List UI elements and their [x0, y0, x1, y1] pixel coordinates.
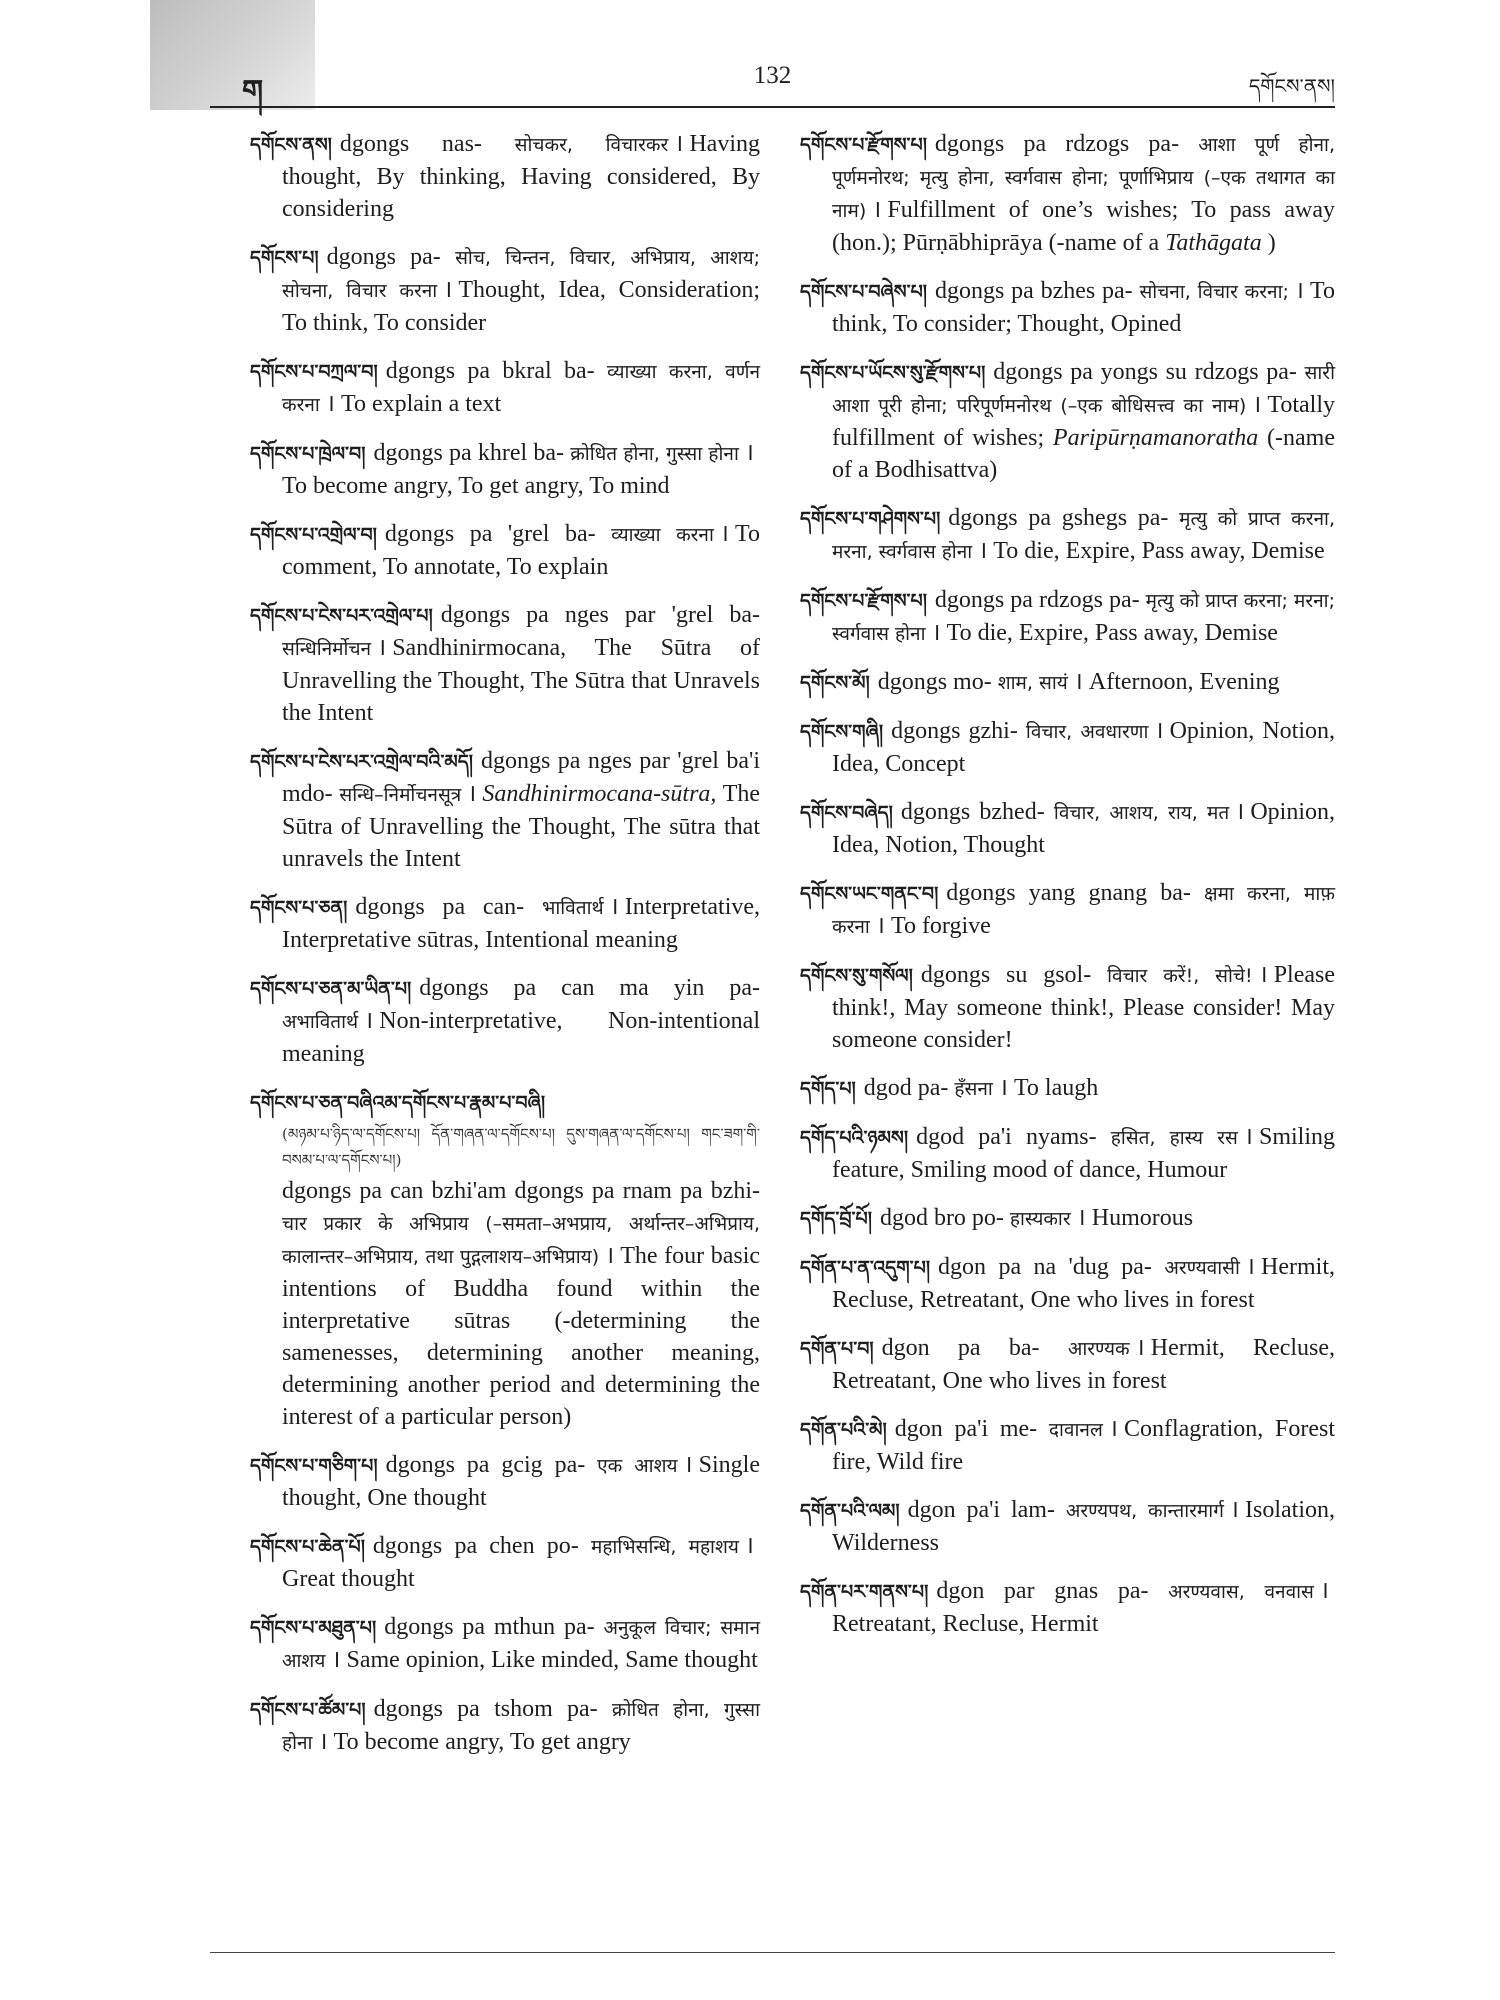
gloss-separator: ।: [998, 1075, 1008, 1101]
hindi-gloss: व्याख्या करना: [611, 524, 714, 546]
tibetan-headword: དགོད་པ།: [800, 1078, 856, 1100]
transliteration: dgongs pa bzhes pa-: [935, 278, 1133, 304]
english-gloss: Fulfillment of one’s wishes; To pass away (hon.); Pūrṇābhiprāya (-name of a: [832, 197, 1335, 256]
transliteration: dgongs pa gcig pa-: [385, 1452, 586, 1478]
gloss-separator: ।: [1294, 278, 1305, 304]
transliteration: dgongs pa can ma yin pa-: [419, 975, 760, 1001]
dictionary-entry: [250, 518, 760, 583]
hindi-gloss: अभावितार्थ: [282, 1011, 359, 1033]
hindi-gloss: हास्यकार: [1009, 1208, 1071, 1230]
english-gloss: To become angry, To get angry, To mind: [282, 473, 670, 499]
english-gloss: To die, Expire, Pass away, Demise: [946, 620, 1278, 646]
transliteration: dgongs gzhi-: [891, 718, 1018, 744]
english-gloss: To forgive: [890, 913, 991, 939]
tibetan-headword: དགོད་པའི་ཉམས།: [800, 1127, 909, 1149]
gloss-separator: ।: [1108, 1416, 1118, 1442]
transliteration: dgongs pa rdzogs pa-: [934, 131, 1180, 157]
hindi-gloss: सोचना, विचार करना;: [1139, 281, 1289, 303]
hindi-gloss: क्रोधित होना, गुस्सा होना: [570, 443, 739, 465]
page-header: [210, 52, 1335, 108]
hindi-gloss: महाभिसन्धि, महाशय: [590, 1536, 739, 1558]
dictionary-entry: [800, 584, 1335, 650]
gloss-separator: ।: [1252, 392, 1262, 418]
dictionary-entry: [800, 877, 1335, 943]
transliteration: dgongs pa bkral ba-: [385, 358, 595, 384]
gloss-separator: ।: [1076, 1205, 1086, 1231]
transliteration: dgongs pa mthun pa-: [384, 1614, 595, 1640]
tibetan-headword: དགོན་པ་བ།: [800, 1338, 874, 1360]
tibetan-headword: དགོངས་སུ་གསོལ།: [800, 965, 913, 987]
transliteration: dgongs bzhed-: [900, 799, 1045, 825]
gloss-separator: ।: [1154, 718, 1164, 744]
english-gloss: Hermit, Recluse, Retreatant, One who lives in forest: [832, 1254, 1336, 1313]
tibetan-headword: དགོངས་པ་བཀྲལ་བ།: [250, 361, 378, 383]
hindi-gloss: भावितार्थ: [541, 897, 604, 919]
transliteration: dgongs pa-: [326, 244, 441, 270]
dictionary-entry: [250, 241, 760, 339]
dictionary-entry: [800, 275, 1335, 340]
transliteration: dgod pa'i nyams-: [916, 1124, 1097, 1150]
tibetan-headword: དགོད་བྲོ་པོ།: [800, 1208, 872, 1230]
hindi-gloss: आरण्यक: [1067, 1338, 1130, 1360]
transliteration: dgongs pa tshom pa-: [373, 1696, 598, 1722]
english-gloss: Isolation, Wilderness: [832, 1497, 1336, 1556]
gloss-separator: ।: [872, 197, 882, 223]
dictionary-entry: [250, 1611, 760, 1677]
gloss-separator: ।: [1319, 1578, 1330, 1604]
english-gloss: Sandhinirmocana, The Sūtra of Unravelling the Thought, The Sūtra that Unravels the Intent: [282, 635, 760, 726]
footer-rule: [210, 1952, 1335, 1953]
english-gloss: Retreatant, Recluse, Hermit: [832, 1611, 1099, 1637]
gloss-separator: ।: [1243, 1124, 1253, 1150]
english-gloss: Afternoon, Evening: [1088, 669, 1280, 695]
gloss-separator: ।: [978, 538, 988, 564]
transliteration: dgongs pa 'grel ba-: [384, 521, 596, 547]
dictionary-entry: [250, 599, 760, 729]
transliteration: dgon pa na 'dug pa-: [938, 1254, 1152, 1280]
tibetan-headword: དགོངས་པ་ཡོངས་སུ་རྫོགས་པ།: [800, 362, 986, 384]
gloss-separator: ।: [605, 1243, 615, 1269]
hindi-gloss: विचार, आशय, राय, मत: [1053, 802, 1230, 824]
dictionary-entry: [800, 666, 1335, 699]
english-gloss: The Sūtra of Unravelling the Thought, The sūtra that unravels the Intent: [282, 781, 760, 872]
tibetan-headword: དགོངས་པ་རྫོགས་པ།: [800, 134, 927, 156]
dictionary-entry: [800, 1072, 1335, 1105]
transliteration: dgongs pa nges par 'grel ba'i mdo-: [282, 748, 760, 807]
transliteration: dgod bro po-: [879, 1205, 1004, 1231]
gloss-separator: ।: [325, 391, 335, 417]
transliteration: dgongs su gsol-: [920, 962, 1092, 988]
english-gloss-tail: (-name of a Bodhisattva): [832, 425, 1336, 483]
dictionary-entry: [800, 715, 1335, 780]
transliteration: dgongs pa yongs su rdzogs pa-: [993, 359, 1297, 385]
transliteration: dgongs pa can-: [355, 894, 525, 920]
gloss-separator: ।: [318, 1729, 328, 1755]
gloss-separator: ।: [1135, 1335, 1145, 1361]
english-gloss: Conflagration, Forest fire, Wild fire: [832, 1416, 1335, 1475]
dictionary-entry: [250, 745, 760, 875]
english-gloss: Opinion, Idea, Notion, Thought: [832, 799, 1336, 858]
english-gloss-italic: Sandhinirmocana-sūtra,: [482, 781, 717, 807]
english-gloss: Great thought: [282, 1566, 415, 1592]
transliteration: dgongs pa khrel ba-: [373, 440, 564, 466]
hindi-gloss: हसित, हास्य रस: [1110, 1127, 1238, 1149]
transliteration: dgon pa ba-: [881, 1335, 1040, 1361]
gloss-separator: ।: [875, 913, 885, 939]
hindi-gloss: क्षमा करना, माफ़ करना: [832, 883, 1335, 938]
tibetan-headword: དགོངས་པ་ཆེན་པོ།: [250, 1536, 365, 1558]
dictionary-entry: [800, 1494, 1335, 1559]
hindi-gloss: मृत्यु को प्राप्त करना; मरना; स्वर्गवास होना: [832, 590, 1335, 645]
english-gloss: Hermit, Recluse, Retreatant, One who lives in forest: [832, 1335, 1336, 1394]
gloss-separator: ।: [1258, 962, 1268, 988]
english-gloss-italic: Paripūrṇamanoratha: [1052, 425, 1259, 451]
transliteration: dgongs pa gshegs pa-: [948, 505, 1169, 531]
english-gloss: Thought, Idea, Consideration; To think, To consider: [282, 277, 760, 336]
transliteration: dgongs yang gnang ba-: [946, 880, 1191, 906]
tibetan-headword: དགོན་པའི་མེ།: [800, 1419, 887, 1441]
tibetan-headword: དགོངས་པ་ཅན་མ་ཡིན་པ།: [250, 978, 412, 1000]
dictionary-entry: [250, 437, 760, 502]
tibetan-headword: དགོངས་པ་ངེས་པར་འགྲེལ་བའི་མདོ།: [250, 751, 473, 773]
gloss-separator: ।: [467, 781, 477, 807]
transliteration: dgongs nas-: [339, 131, 482, 157]
dictionary-entry: [250, 891, 760, 956]
dictionary-entry: [250, 1449, 760, 1514]
tibetan-headword: དགོངས་གཞི།: [800, 721, 884, 743]
dictionary-entry: [800, 1121, 1335, 1186]
gloss-separator: ।: [719, 521, 730, 547]
english-gloss: Interpretative, Interpretative sūtras, Intentional meaning: [282, 894, 761, 953]
english-gloss: Having thought, By thinking, Having considered, By considering: [282, 131, 760, 222]
tibetan-gloss: (མཉམ་པ་ཉིད་ལ་དགོངས་པ། དོན་གཞན་ལ་དགོངས་པ། དུས་གཞན་ལ་དགོངས་པ། གང་ཟག་གི་བསམ་པ་ལ་དགོངས་པ།): [282, 1125, 760, 1169]
english-gloss: To explain a text: [340, 391, 502, 417]
dictionary-entry: [800, 959, 1335, 1056]
english-gloss: Smiling feature, Smiling mood of dance, Humour: [832, 1124, 1336, 1183]
hindi-gloss: आशा पूर्ण होना, पूर्णमनोरथ; मृत्यु होना, स्वर्गवास होना; पूर्णाभिप्राय (–एक तथागत का नाम): [832, 134, 1336, 222]
dictionary-entry: [250, 1530, 760, 1595]
transliteration: dgon pa'i me-: [894, 1416, 1038, 1442]
gloss-separator: ।: [744, 1533, 754, 1559]
hindi-gloss: अनुकूल विचार; समान आशय: [282, 1617, 760, 1672]
dictionary-entry: [250, 1086, 760, 1433]
gloss-separator: ।: [683, 1452, 693, 1478]
gloss-separator: ।: [331, 1647, 341, 1673]
tibetan-headword: དགོངས་པ་ཚོམ་པ།: [250, 1699, 366, 1721]
right-column: [800, 128, 1335, 1656]
hindi-gloss: अरण्यवासी: [1164, 1257, 1240, 1279]
dictionary-entry: [250, 128, 760, 225]
hindi-gloss: विचार, अवधारणा: [1025, 721, 1149, 743]
gloss-separator: ।: [744, 440, 754, 466]
guide-word: དགོངས་ནས།: [1248, 74, 1335, 98]
english-gloss: The four basic intentions of Buddha found within the interpretative sūtras (-determining the samenesses, determining another meaning, determining another period and determining the interest of a particular person): [282, 1243, 761, 1430]
left-column: [250, 128, 760, 1775]
transliteration: dgongs pa chen po-: [372, 1533, 579, 1559]
tibetan-headword: དགོངས་པ་ངེས་པར་འགྲེལ་པ།: [250, 605, 433, 627]
tibetan-headword: དགོངས་པ་ཁྲེལ་བ།: [250, 443, 366, 465]
dictionary-entry: [800, 1413, 1335, 1478]
hindi-gloss: शाम, सायं: [997, 672, 1068, 694]
tibetan-headword: དགོན་པའི་ལམ།: [800, 1500, 900, 1522]
hindi-gloss: सोचकर, विचारकर: [514, 134, 669, 156]
gloss-separator: ।: [1245, 1254, 1256, 1280]
tibetan-headword: དགོངས་བཞེད།: [800, 802, 893, 824]
hindi-gloss: चार प्रकार के अभिप्राय (–समता–अभप्राय, अर्थान्तर–अभिप्राय, कालान्तर–अभिप्राय, तथा पुद्गलाशय–अभिप्राय): [282, 1213, 760, 1268]
tibetan-headword: དགོན་པ་ན་འདུག་པ།: [800, 1257, 931, 1279]
english-gloss-tail: ): [1267, 230, 1276, 256]
tibetan-headword: དགོངས་མོ།: [800, 672, 870, 694]
english-gloss: Humorous: [1091, 1205, 1194, 1231]
dictionary-entry: [800, 502, 1335, 568]
english-gloss: Non-interpretative, Non-intentional meaning: [282, 1008, 760, 1067]
dictionary-entry: [250, 355, 760, 421]
english-gloss: To become angry, To get angry: [333, 1729, 631, 1755]
hindi-gloss: दावानल: [1048, 1419, 1103, 1441]
hindi-gloss: अरण्यपथ, कान्तारमार्ग: [1065, 1500, 1224, 1522]
hindi-gloss: सोच, चिन्तन, विचार, अभिप्राय, आशय; सोचना, विचार करना: [282, 247, 761, 302]
english-gloss: To think, To consider; Thought, Opined: [832, 278, 1336, 337]
hindi-gloss: एक आशय: [597, 1455, 678, 1477]
english-gloss: Single thought, One thought: [282, 1452, 760, 1511]
dictionary-entry: [800, 128, 1335, 259]
english-gloss: Please think!, May someone think!, Please consider! May someone consider!: [832, 962, 1335, 1053]
hindi-gloss: मृत्यु को प्राप्त करना, मरना, स्वर्गवास होना: [832, 508, 1335, 563]
tibetan-headword: དགོངས་པ་ཅན།: [250, 897, 348, 919]
english-gloss: To laugh: [1013, 1075, 1099, 1101]
hindi-gloss: हँसना: [954, 1078, 993, 1100]
dictionary-entry: [800, 796, 1335, 861]
english-gloss-italic: Tathāgata: [1165, 230, 1262, 256]
gloss-separator: ।: [1073, 669, 1083, 695]
transliteration: dgod pa-: [863, 1075, 949, 1101]
dictionary-entry: [800, 1332, 1335, 1397]
dictionary-entry: [800, 1575, 1335, 1640]
hindi-gloss: सन्धिनिर्मोचन: [282, 638, 372, 660]
tibetan-headword: དགོངས་ཡང་གནང་བ།: [800, 883, 939, 905]
transliteration: dgongs mo-: [877, 669, 992, 695]
gloss-separator: ।: [1229, 1497, 1240, 1523]
gloss-separator: ।: [674, 131, 684, 157]
transliteration: dgongs pa nges par 'grel ba-: [440, 602, 760, 628]
section-letter: ག: [242, 74, 264, 109]
hindi-gloss: अरण्यवास, वनवास: [1168, 1581, 1314, 1603]
dictionary-entry: [800, 1251, 1335, 1316]
hindi-gloss: व्याख्या करना, वर्णन करना: [282, 361, 760, 416]
hindi-gloss: क्रोधित होना, गुस्सा होना: [282, 1699, 761, 1754]
tibetan-headword: དགོངས་ནས།: [250, 134, 332, 156]
gloss-separator: ।: [364, 1008, 374, 1034]
gloss-separator: ।: [377, 635, 387, 661]
tibetan-headword: དགོངས་པ།: [250, 247, 319, 269]
gloss-separator: ।: [931, 620, 941, 646]
hindi-gloss: सारी आशा पूरी होना; परिपूर्णमनोरथ (–एक बोधिसत्त्व का नाम): [832, 362, 1335, 417]
english-gloss: Totally fulfillment of wishes;: [832, 392, 1335, 451]
gloss-separator: ।: [443, 277, 453, 303]
hindi-gloss: विचार करें!, सोचे!: [1107, 965, 1253, 987]
hindi-gloss: सन्धि–निर्मोचनसूत्र: [339, 784, 462, 806]
gloss-separator: ।: [1235, 799, 1245, 825]
gloss-separator: ।: [609, 894, 619, 920]
page-number: 132: [753, 62, 792, 89]
dictionary-entry: [250, 1693, 760, 1759]
tibetan-headword: དགོངས་པ་རྫོགས་པ།: [800, 590, 927, 612]
tibetan-headword: དགོན་པར་གནས་པ།: [800, 1581, 929, 1603]
transliteration: dgongs pa rdzogs pa-: [934, 587, 1140, 613]
english-gloss: Opinion, Notion, Idea, Concept: [832, 718, 1336, 777]
tibetan-headword: དགོངས་པ་བཞེས་པ།: [800, 281, 928, 303]
tibetan-headword: དགོངས་པ་གཅིག་པ།: [250, 1455, 378, 1477]
english-gloss: To die, Expire, Pass away, Demise: [993, 538, 1325, 564]
dictionary-entry: [800, 356, 1335, 486]
tibetan-headword: དགོངས་པ་འགྲེལ་བ།: [250, 524, 377, 546]
english-gloss: Same opinion, Like minded, Same thought: [346, 1647, 758, 1673]
transliteration: dgon pa'i lam-: [907, 1497, 1055, 1523]
english-gloss: To comment, To annotate, To explain: [282, 521, 760, 580]
transliteration: dgongs pa can bzhi'am dgongs pa rnam pa bzhi-: [282, 1178, 760, 1204]
transliteration: dgon par gnas pa-: [936, 1578, 1149, 1604]
tibetan-headword: དགོངས་པ་གཤེགས་པ།: [800, 508, 941, 530]
tibetan-headword: དགོངས་པ་མཐུན་པ།: [250, 1617, 377, 1639]
dictionary-entry: [250, 972, 760, 1070]
dictionary-entry: [800, 1202, 1335, 1235]
tibetan-headword: དགོངས་པ་ཅན་བཞིའམ་དགོངས་པ་རྣམ་པ་བཞི།: [250, 1092, 546, 1114]
